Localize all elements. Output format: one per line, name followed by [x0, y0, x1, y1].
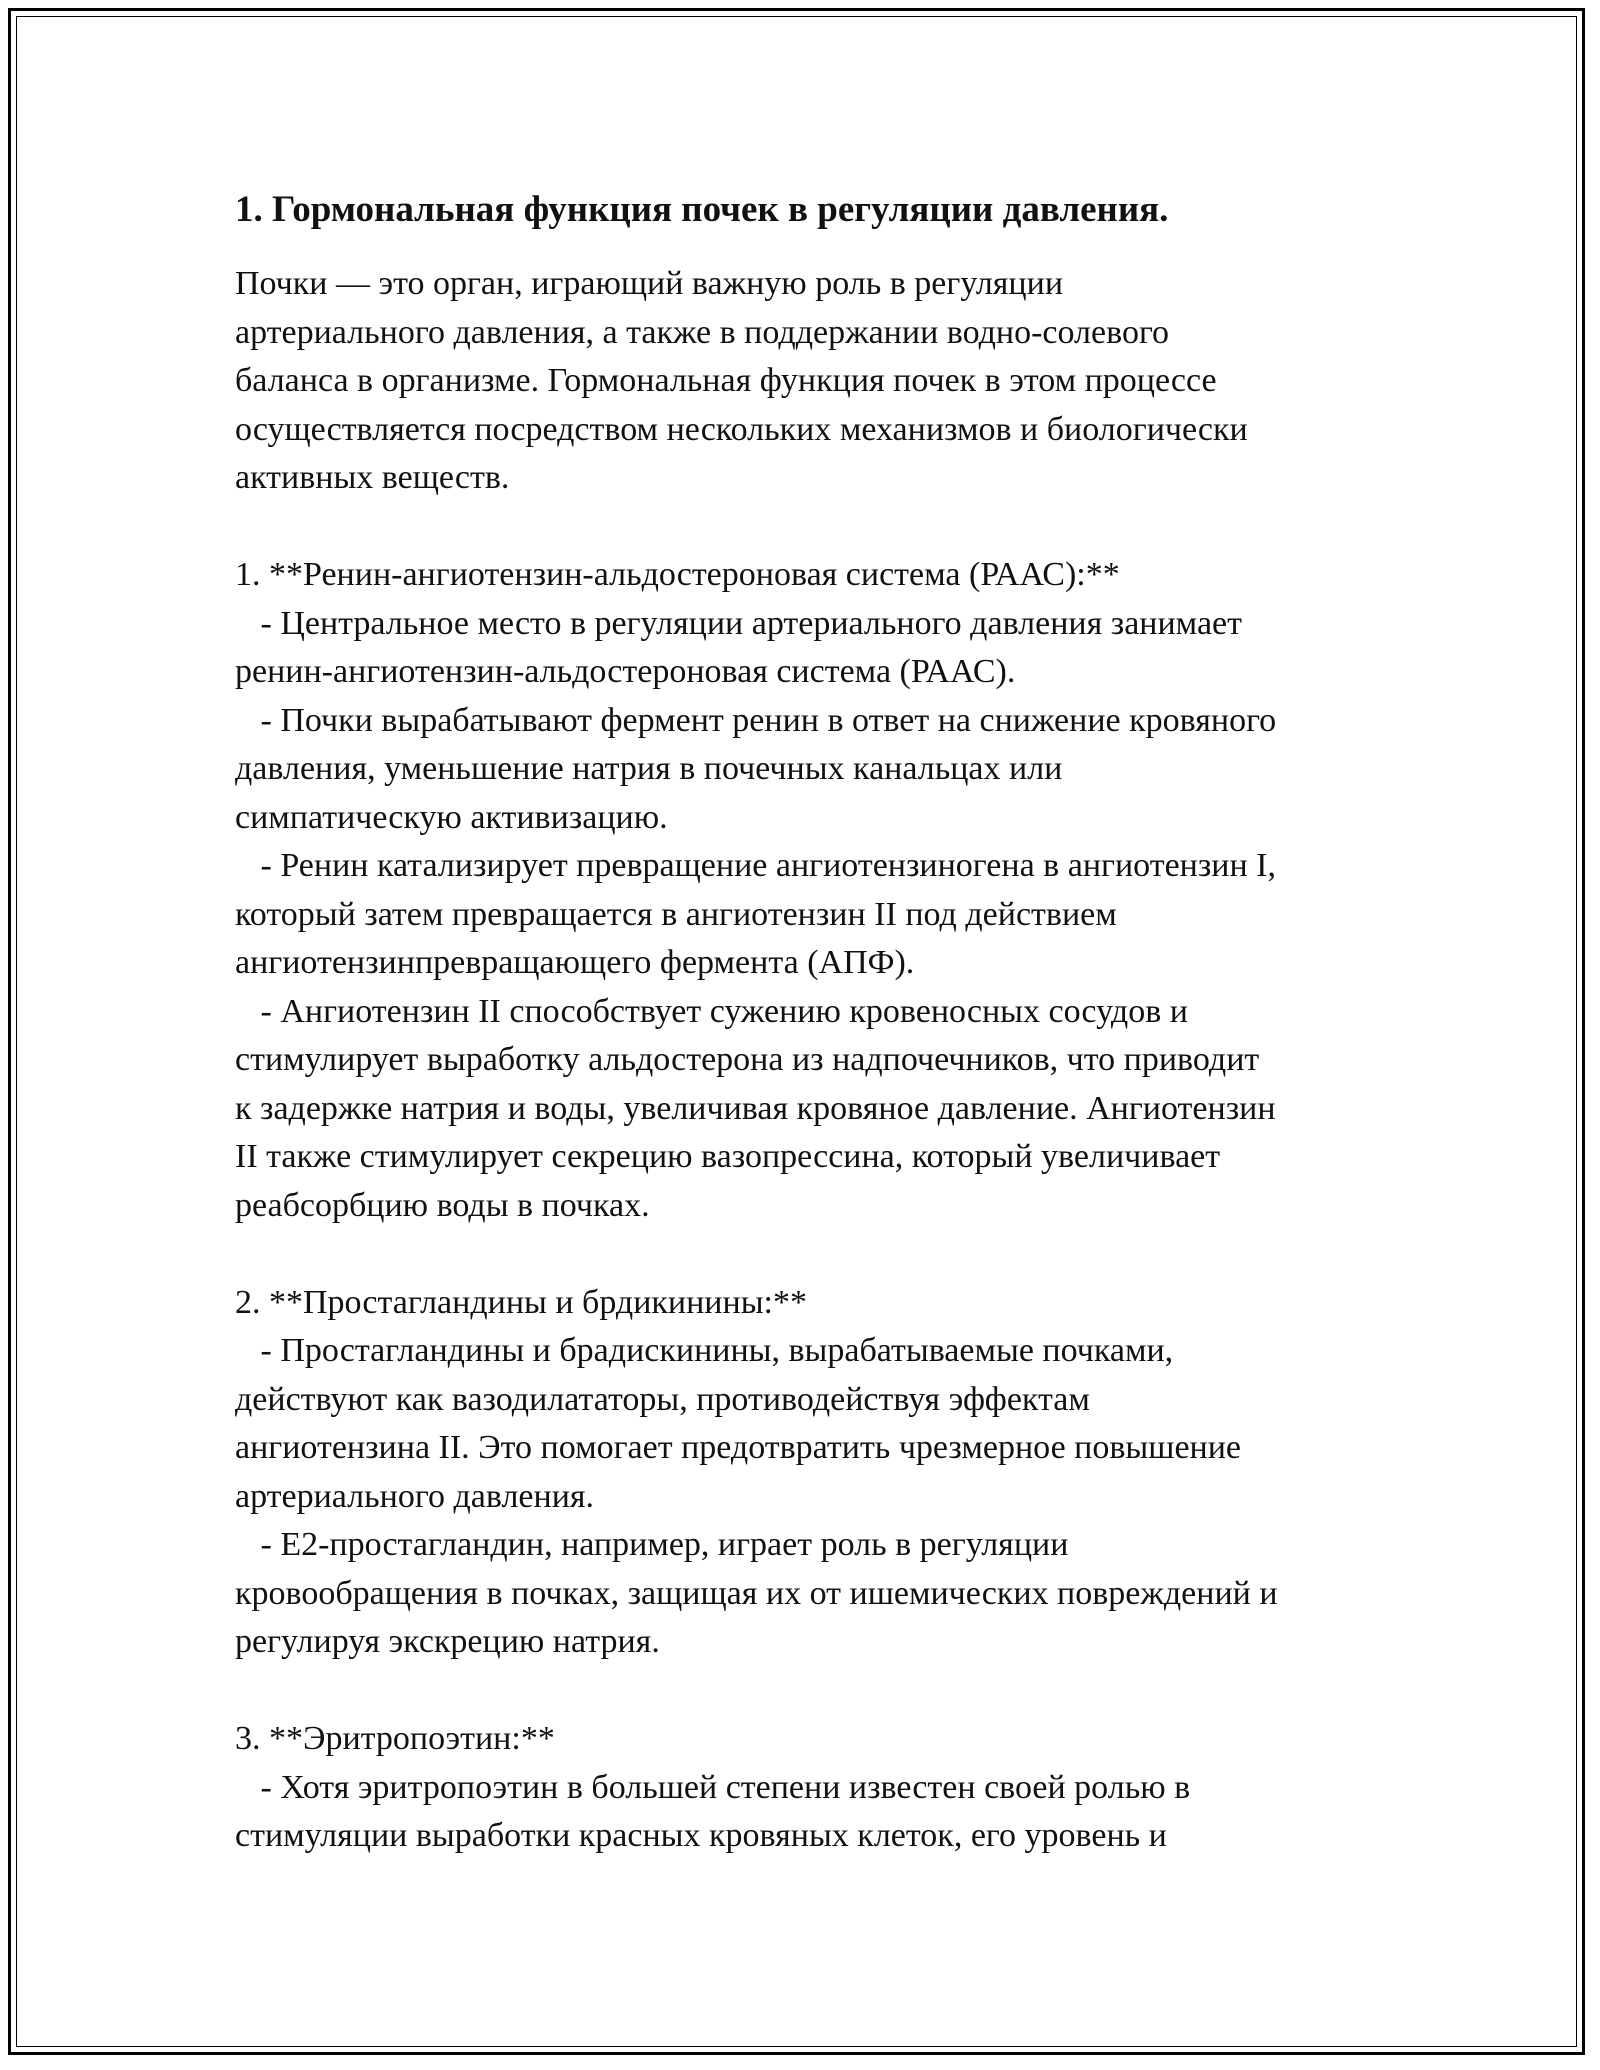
text-line: баланса в организме. Гормональная функция почек в этом процессе: [235, 362, 1217, 399]
text-line: осуществляется посредством нескольких механизмов и биологически: [235, 410, 1248, 448]
text-line: - E2-простагландин, например, играет роль в регуляции: [235, 1526, 1069, 1563]
section-heading-erythropoietin: 3. **Эритропоэтин:**: [235, 1720, 555, 1757]
document-body: [235, 186, 1375, 1861]
text-line: ренин-ангиотензин-альдостероновая система (РААС).: [235, 653, 1016, 690]
text-line: стимулирует выработку альдостерона из надпочечников, что приводит: [235, 1041, 1260, 1078]
blank-line: [235, 1667, 1375, 1716]
blank-line: [235, 1230, 1375, 1279]
text-line: регулируя экскрецию натрия.: [235, 1623, 660, 1660]
text-line: давления, уменьшение натрия в почечных канальцах или: [235, 750, 1063, 787]
text-line: который затем превращается в ангиотензин II под действием: [235, 895, 1117, 933]
text-line: активных веществ.: [235, 459, 510, 496]
text-line: симпатическую активизацию.: [235, 798, 668, 836]
blank-line: [235, 503, 1375, 552]
text-line: - Почки вырабатывают фермент ренин в ответ на снижение кровяного: [235, 701, 1277, 739]
text-line: ангиотензина II. Это помогает предотвратить чрезмерное повышение: [235, 1429, 1242, 1466]
text-line: - Простагландины и брадискинины, вырабатываемые почками,: [235, 1332, 1174, 1369]
text-line: артериального давления, а также в поддержании водно-солевого: [235, 313, 1170, 351]
text-line: - Хотя эритропоэтин в большей степени известен своей ролью в: [235, 1768, 1191, 1806]
text-line: ангиотензинпревращающего фермента (АПФ).: [235, 944, 915, 981]
text-line: действуют как вазодилататоры, противодействуя эффектам: [235, 1380, 1090, 1418]
text-line: - Ангиотензин II способствует сужению кровеносных сосудов и: [235, 992, 1188, 1030]
text-line: кровообращения в почках, защищая их от ишемических повреждений и: [235, 1574, 1278, 1612]
document-title: 1. Гормональная функция почек в регуляции давления.: [235, 189, 1169, 230]
text-line: стимуляции выработки красных кровяных клеток, его уровень и: [235, 1817, 1167, 1854]
section-heading-prostaglandins: 2. **Простагландины и брдикинины:**: [235, 1283, 807, 1321]
text-line: - Центральное место в регуляции артериального давления занимает: [235, 604, 1243, 642]
text-line: II также стимулирует секрецию вазопрессина, который увеличивает: [235, 1138, 1221, 1175]
text-line: Почки — это орган, играющий важную роль в регуляции: [235, 265, 1064, 302]
text-line: реабсорбцию воды в почках.: [235, 1186, 650, 1224]
text-line: - Ренин катализирует превращение ангиотензиногена в ангиотензин I,: [235, 847, 1277, 884]
document-text: [235, 260, 1375, 1861]
text-line: к задержке натрия и воды, увеличивая кровяное давление. Ангиотензин: [235, 1089, 1276, 1127]
section-heading-raas: 1. **Ренин-ангиотензин-альдостероновая система (РААС):**: [235, 556, 1120, 593]
text-line: артериального давления.: [235, 1477, 595, 1515]
